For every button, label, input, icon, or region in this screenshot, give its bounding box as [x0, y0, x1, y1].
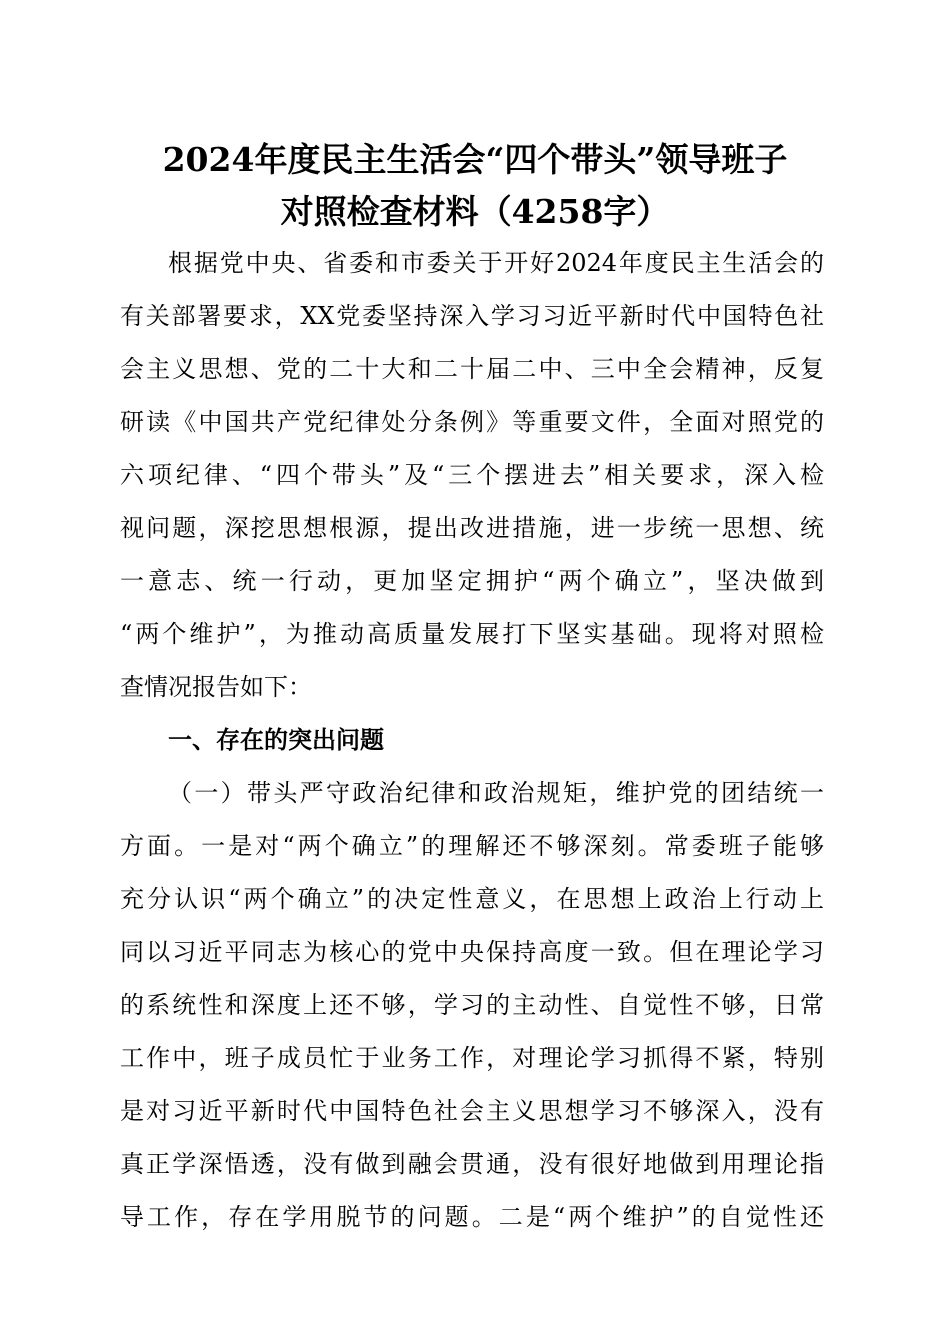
section-line: 同以习近平同志为核心的党中央保持高度一致。但在理论学习 — [120, 938, 824, 966]
section-line: 的系统性和深度上还不够，学习的主动性、自觉性不够，日常 — [120, 991, 824, 1019]
intro-line: 视问题，深挖思想根源，提出改进措施，进一步统一思想、统 — [120, 514, 824, 542]
intro-line: 一意志、统一行动，更加坚定拥护“两个确立”，坚决做到 — [120, 567, 824, 595]
section-heading: 一、存在的突出问题 — [168, 726, 384, 754]
section-line: 真正学深悟透，没有做到融会贯通，没有很好地做到用理论指 — [120, 1150, 824, 1178]
section-line: （一）带头严守政治纪律和政治规矩，维护党的团结统一 — [168, 779, 824, 807]
section-line: 方面。一是对“两个确立”的理解还不够深刻。常委班子能够 — [120, 832, 824, 860]
intro-line: 查情况报告如下： — [120, 673, 312, 701]
intro-line: “两个维护”，为推动高质量发展打下坚实基础。现将对照检 — [120, 620, 824, 648]
intro-line: 六项纪律、“四个带头”及“三个摆进去”相关要求，深入检 — [120, 461, 824, 489]
intro-line: 会主义思想、党的二十大和二十届二中、三中全会精神，反复 — [120, 355, 824, 383]
document-title-line-2: 对照检查材料（4258字） — [280, 192, 670, 231]
section-line: 是对习近平新时代中国特色社会主义思想学习不够深入，没有 — [120, 1097, 824, 1125]
section-line: 充分认识“两个确立”的决定性意义，在思想上政治上行动上 — [120, 885, 824, 913]
document-title-line-1: 2024年度民主生活会“四个带头”领导班子 — [162, 140, 788, 179]
intro-line: 有关部署要求，XX党委坚持深入学习习近平新时代中国特色社 — [120, 302, 824, 330]
section-line: 工作中，班子成员忙于业务工作，对理论学习抓得不紧，特别 — [120, 1044, 824, 1072]
intro-line: 根据党中央、省委和市委关于开好2024年度民主生活会的 — [168, 249, 824, 277]
document-body — [120, 237, 824, 1244]
intro-line: 研读《中国共产党纪律处分条例》等重要文件，全面对照党的 — [120, 408, 824, 436]
section-line: 导工作，存在学用脱节的问题。二是“两个维护”的自觉性还 — [120, 1203, 824, 1231]
